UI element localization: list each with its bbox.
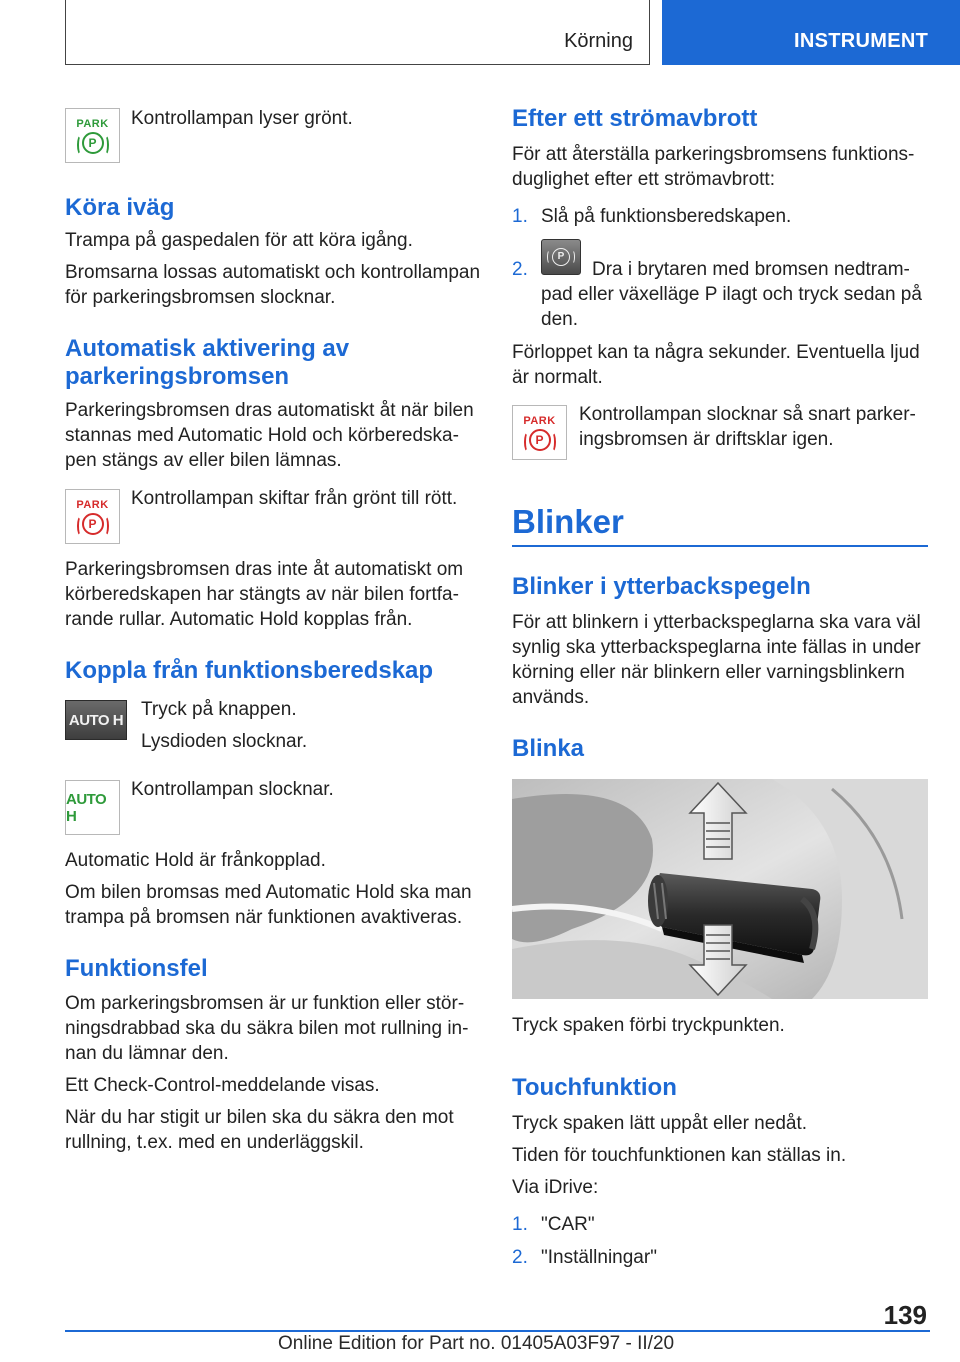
heading-drive-off: Köra iväg xyxy=(65,194,175,221)
text-press-button: Tryck på knappen. xyxy=(141,699,297,720)
text-signal: Tryck spaken förbi tryckpunkten. xyxy=(512,1015,785,1036)
park-symbol: P xyxy=(82,513,104,535)
text-mal-3a: När du har stigit ur bilen ska du säkra den mot xyxy=(65,1107,454,1128)
heading-auto-activation-line2: parkeringsbromsen xyxy=(65,363,290,390)
step-number: 1. xyxy=(512,206,528,227)
park-label: PARK xyxy=(76,117,109,130)
text-touch-3: Via iDrive: xyxy=(512,1177,599,1198)
heading-mirror-signals: Blinker i ytterbackspegeln xyxy=(512,573,811,600)
header-chapter-tab[interactable]: INSTRUMENT xyxy=(662,0,960,65)
heading-touch: Touchfunktion xyxy=(512,1074,677,1101)
heading-signal: Blinka xyxy=(512,735,585,762)
park-green-indicator-icon xyxy=(65,108,120,163)
text-mirror-a: För att blinkern i ytterbackspeglarna ska vara väl xyxy=(512,612,921,633)
text-auto-1a: Parkeringsbromsen dras automatiskt åt när bilen xyxy=(65,400,474,421)
text-mal-1a: Om parkeringsbromsen är ur funktion eller stör- xyxy=(65,993,465,1014)
text-brake-a: Om bilen bromsas med Automatic Hold ska man xyxy=(65,882,472,903)
heading-turn-signals: Blinker xyxy=(512,503,624,540)
text-pf-2a: Förloppet kan ta några sekunder. Eventuella ljud xyxy=(512,342,920,363)
park-label: PARK xyxy=(76,498,109,511)
heading-rule xyxy=(512,545,928,547)
text-touch-1: Tryck spaken lätt uppåt eller nedåt. xyxy=(512,1113,808,1134)
heading-auto-activation-line1: Automatisk aktivering av xyxy=(65,335,350,362)
turn-signal-lever-illustration xyxy=(512,779,928,999)
menu-path-car: "CAR" xyxy=(541,1214,595,1235)
text-green-light: Kontrollampan lyser grönt. xyxy=(131,108,353,129)
text-pf-1a: För att återställa parkeringsbromsens funktions- xyxy=(512,144,915,165)
text-mal-1c: nan du lämnar den. xyxy=(65,1043,229,1064)
parking-brake-switch-icon xyxy=(541,239,581,275)
text-drive-1: Trampa på gaspedalen för att köra igång. xyxy=(65,230,413,251)
park-label: PARK xyxy=(523,414,556,427)
text-auto-2c: rande rullar. Automatic Hold kopplas från. xyxy=(65,609,413,630)
footer-edition: Online Edition for Part no. 01405A03F97 - II/20 xyxy=(278,1333,675,1354)
text-mal-3b: rullning, t.ex. med en underläggskil. xyxy=(65,1132,364,1153)
text-step-2a: Dra i brytaren med bromsen nedtram- xyxy=(592,259,910,280)
text-mirror-d: används. xyxy=(512,687,590,708)
heading-disengage: Koppla från funktionsberedskap xyxy=(65,657,434,684)
text-pf-3b: ingsbromsen är driftsklar igen. xyxy=(579,429,834,450)
text-auto-1c: pen stängs av eller bilen lämnas. xyxy=(65,450,342,471)
text-pf-3a: Kontrollampan slocknar så snart parker- xyxy=(579,404,916,425)
text-auto-1b: stannas med Automatic Hold och körberedska- xyxy=(65,425,459,446)
footer-rule xyxy=(65,1330,930,1332)
header-section-title: Körning xyxy=(564,30,633,52)
page-number: 139 xyxy=(883,1300,927,1330)
text-mal-1b: ningsdrabbad ska du säkra bilen mot rullning in- xyxy=(65,1018,469,1039)
text-drive-2a: Bromsarna lossas automatiskt och kontrollampan xyxy=(65,262,481,283)
menu-path-settings: "Inställningar" xyxy=(541,1247,657,1268)
heading-malfunction: Funktionsfel xyxy=(65,955,208,982)
text-touch-2: Tiden för touchfunktionen kan ställas in. xyxy=(512,1145,847,1166)
text-pf-2b: är normalt. xyxy=(512,367,603,388)
lever-drawing xyxy=(512,779,928,999)
text-pf-1b: duglighet efter ett strömavbrott: xyxy=(512,169,775,190)
step-number: 1. xyxy=(512,1214,528,1235)
auto-h-button-icon: AUTO H xyxy=(65,700,127,740)
text-step-2b: pad eller växelläge P ilagt och tryck sedan på xyxy=(541,284,922,305)
text-lamp-off: Kontrollampan slocknar. xyxy=(131,779,334,800)
text-step-2c: den. xyxy=(541,309,578,330)
text-led-off: Lysdioden slocknar. xyxy=(141,731,308,752)
text-brake-b: trampa på bromsen när funktionen avaktiveras. xyxy=(65,907,463,928)
park-symbol: P xyxy=(529,429,551,451)
text-auto-2b: körberedskapen har stängts av när bilen fortfa- xyxy=(65,584,459,605)
park-symbol: P xyxy=(552,248,570,266)
header-frame xyxy=(65,0,650,65)
text-hold-off: Automatic Hold är frånkopplad. xyxy=(65,850,326,871)
text-step-1: Slå på funktionsberedskapen. xyxy=(541,206,792,227)
text-red-light: Kontrollampan skiftar från grönt till rött. xyxy=(131,488,458,509)
park-symbol: P xyxy=(82,132,104,154)
text-drive-2b: för parkeringsbromsen slocknar. xyxy=(65,287,336,308)
text-mirror-c: körning eller när blinkern eller varningsblinkern xyxy=(512,662,905,683)
auto-h-indicator-icon: AUTO H xyxy=(65,780,120,835)
park-red-indicator-icon xyxy=(512,405,567,460)
step-number: 2. xyxy=(512,1247,528,1268)
park-red-indicator-icon xyxy=(65,489,120,544)
step-number: 2. xyxy=(512,259,528,280)
text-auto-2a: Parkeringsbromsen dras inte åt automatiskt om xyxy=(65,559,464,580)
text-mirror-b: synlig ska ytterbackspeglarna inte fällas in under xyxy=(512,637,921,658)
heading-power-failure: Efter ett strömavbrott xyxy=(512,105,758,132)
text-mal-2: Ett Check-Control-meddelande visas. xyxy=(65,1075,380,1096)
